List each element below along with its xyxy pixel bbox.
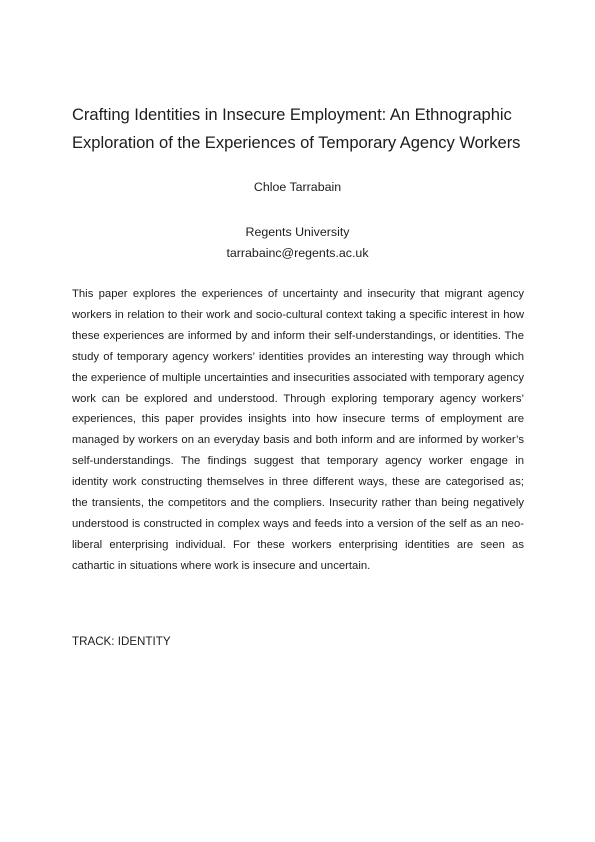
paper-title <box>72 101 532 157</box>
author-affiliation-block <box>0 222 595 264</box>
author-email: tarrabainc@regents.ac.uk <box>226 246 369 260</box>
paper-title-line-2: Exploration of the Experiences of Temporary Agency Workers <box>72 133 521 152</box>
paper-title-line-1: Crafting Identities in Insecure Employment: An Ethnographic <box>72 105 512 124</box>
abstract-paragraph: This paper explores the experiences of uncertainty and insecurity that migrant agency workers in relation to their work and socio-cultural context taking a specific interest in how these experiences are informed by and inform their self-understandings, or identities. The study of temporary agency workers’ identities provides an interesting way through which the experience of multiple uncertainties and insecurities associated with temporary agency work can be explored and understood. Through exploring temporary agency workers’ experiences, this paper provides insights into how insecure terms of employment are managed by workers on an everyday basis and both inform and are informed by worker’s self-understandings. The findings suggest that temporary agency worker engage in identity work constructing themselves in three different ways, these are categorised as; the transients, the competitors and the compliers. Insecurity rather than being negatively understood is constructed in complex ways and feeds into a version of the self as an neo-liberal enterprising individual. For these workers enterprising identities are seen as cathartic in situations where work is insecure and uncertain. <box>72 288 524 572</box>
author-name: Chloe Tarrabain <box>253 180 342 194</box>
author-institution: Regents University <box>245 225 350 239</box>
track-label: TRACK: IDENTITY <box>72 635 171 648</box>
